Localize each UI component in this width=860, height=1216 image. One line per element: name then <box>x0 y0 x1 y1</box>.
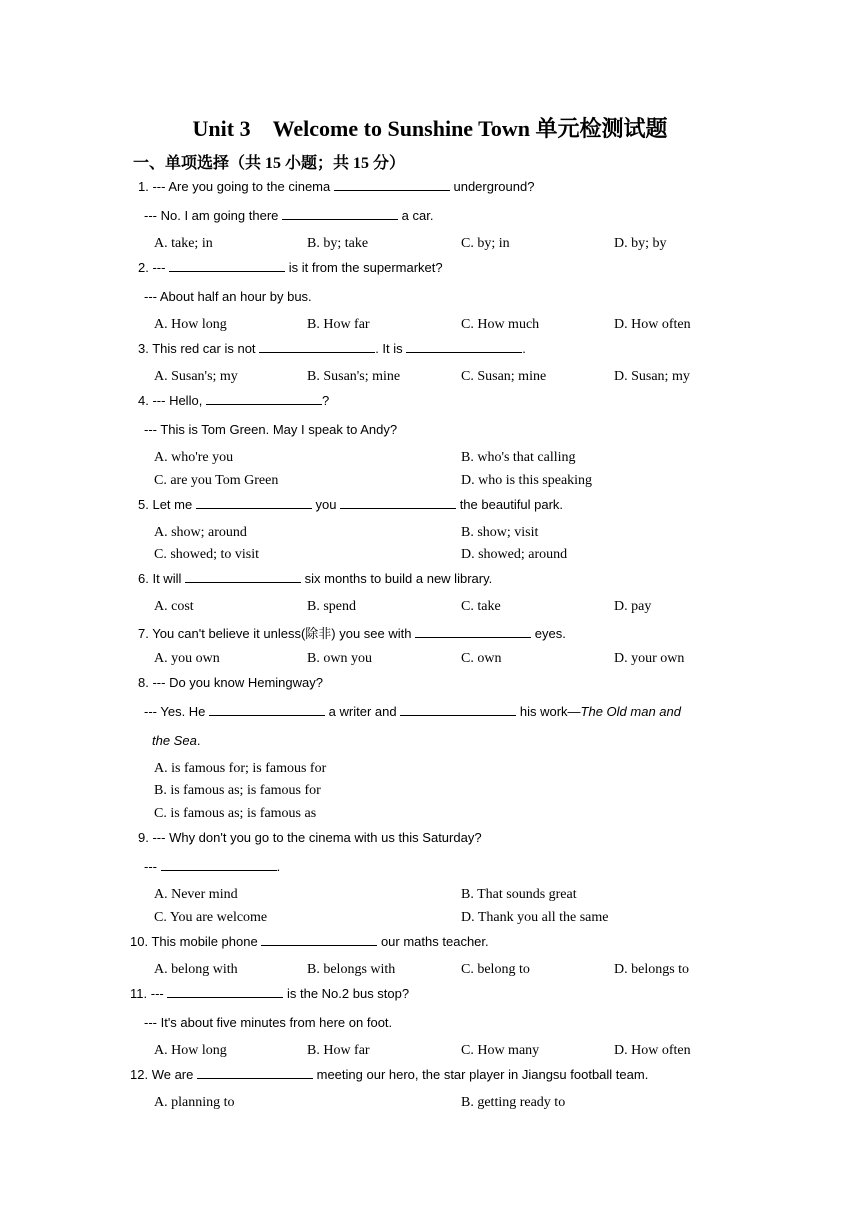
question-11: 11. --- is the No.2 bus stop? <box>130 986 410 1001</box>
option: A. who're you <box>154 450 234 465</box>
option: D. who is this speaking <box>461 473 593 488</box>
option: B. How far <box>307 317 370 332</box>
option: A. Susan's; my <box>154 369 238 384</box>
question-9: 9. --- Why don't you go to the cinema with us this Saturday? <box>138 830 482 845</box>
option: C. How many <box>461 1043 540 1058</box>
question-3: 3. This red car is not . It is . <box>138 341 526 356</box>
option: B. getting ready to <box>461 1095 566 1110</box>
question-8: 8. --- Do you know Hemingway? <box>138 675 323 690</box>
option: B. who's that calling <box>461 450 576 465</box>
option: A. planning to <box>154 1095 235 1110</box>
option: B. own you <box>307 651 372 666</box>
question-7: 7. You can't believe it unless(除非) you see with eyes. <box>138 626 566 641</box>
question-1: 1. --- Are you going to the cinema underground? <box>138 179 535 194</box>
option: B. How far <box>307 1043 370 1058</box>
option: A. show; around <box>154 525 247 540</box>
question-9-reply: --- . <box>144 859 281 874</box>
option: C. take <box>461 599 501 614</box>
option: A. Never mind <box>154 887 238 902</box>
answer-blank <box>206 393 322 405</box>
option: C. showed; to visit <box>154 547 260 562</box>
option: C. by; in <box>461 236 510 251</box>
option: C. are you Tom Green <box>154 473 279 488</box>
option: B. spend <box>307 599 356 614</box>
question-2: 2. --- is it from the supermarket? <box>138 260 443 275</box>
option: A. cost <box>154 599 194 614</box>
option: C. You are welcome <box>154 910 268 925</box>
option: A. is famous for; is famous for <box>154 761 327 776</box>
answer-blank <box>167 986 283 998</box>
question-4-reply: --- This is Tom Green. May I speak to Andy? <box>144 422 398 437</box>
option: D. showed; around <box>461 547 568 562</box>
answer-blank <box>161 859 277 871</box>
answer-blank <box>169 260 285 272</box>
option: A. you own <box>154 651 220 666</box>
question-1-reply: --- No. I am going there a car. <box>144 208 434 223</box>
option: C. belong to <box>461 962 530 977</box>
option: C. Susan; mine <box>461 369 547 384</box>
answer-blank <box>196 497 312 509</box>
option: A. How long <box>154 1043 227 1058</box>
option: D. How often <box>614 1043 691 1058</box>
option: D. Thank you all the same <box>461 910 609 925</box>
option: B. That sounds great <box>461 887 577 902</box>
option: C. is famous as; is famous as <box>154 806 317 821</box>
answer-blank <box>340 497 456 509</box>
option: D. belongs to <box>614 962 690 977</box>
question-8-reply: --- Yes. He a writer and his work—The Old man and <box>144 704 681 719</box>
answer-blank <box>259 341 375 353</box>
option: B. is famous as; is famous for <box>154 783 321 798</box>
option: D. Susan; my <box>614 369 690 384</box>
answer-blank <box>415 626 531 638</box>
option: C. own <box>461 651 502 666</box>
section-heading: 一、单项选择（共 15 小题；共 15 分） <box>133 155 406 172</box>
page-title: Unit 3 Welcome to Sunshine Town 单元检测试题 <box>192 116 668 141</box>
answer-blank <box>406 341 522 353</box>
question-2-reply: --- About half an hour by bus. <box>144 289 312 304</box>
option: B. by; take <box>307 236 369 251</box>
answer-blank <box>282 208 398 220</box>
option: B. show; visit <box>461 525 539 540</box>
question-11-reply: --- It's about five minutes from here on foot. <box>144 1015 393 1030</box>
question-8-reply-cont: the Sea. <box>152 733 201 748</box>
option: A. How long <box>154 317 227 332</box>
question-12: 12. We are meeting our hero, the star player in Jiangsu football team. <box>130 1067 649 1082</box>
answer-blank <box>197 1067 313 1079</box>
option: D. pay <box>614 599 652 614</box>
question-10: 10. This mobile phone our maths teacher. <box>130 934 489 949</box>
question-5: 5. Let me you the beautiful park. <box>138 497 564 512</box>
question-4: 4. --- Hello, ? <box>138 393 330 408</box>
answer-blank <box>185 571 301 583</box>
question-6: 6. It will six months to build a new library. <box>138 571 493 586</box>
option: C. How much <box>461 317 540 332</box>
option: A. take; in <box>154 236 213 251</box>
option: A. belong with <box>154 962 238 977</box>
option: D. your own <box>614 651 685 666</box>
option: D. How often <box>614 317 691 332</box>
option: B. Susan's; mine <box>307 369 401 384</box>
answer-blank <box>209 704 325 716</box>
answer-blank <box>334 179 450 191</box>
answer-blank <box>400 704 516 716</box>
option: D. by; by <box>614 236 667 251</box>
option: B. belongs with <box>307 962 396 977</box>
answer-blank <box>261 934 377 946</box>
